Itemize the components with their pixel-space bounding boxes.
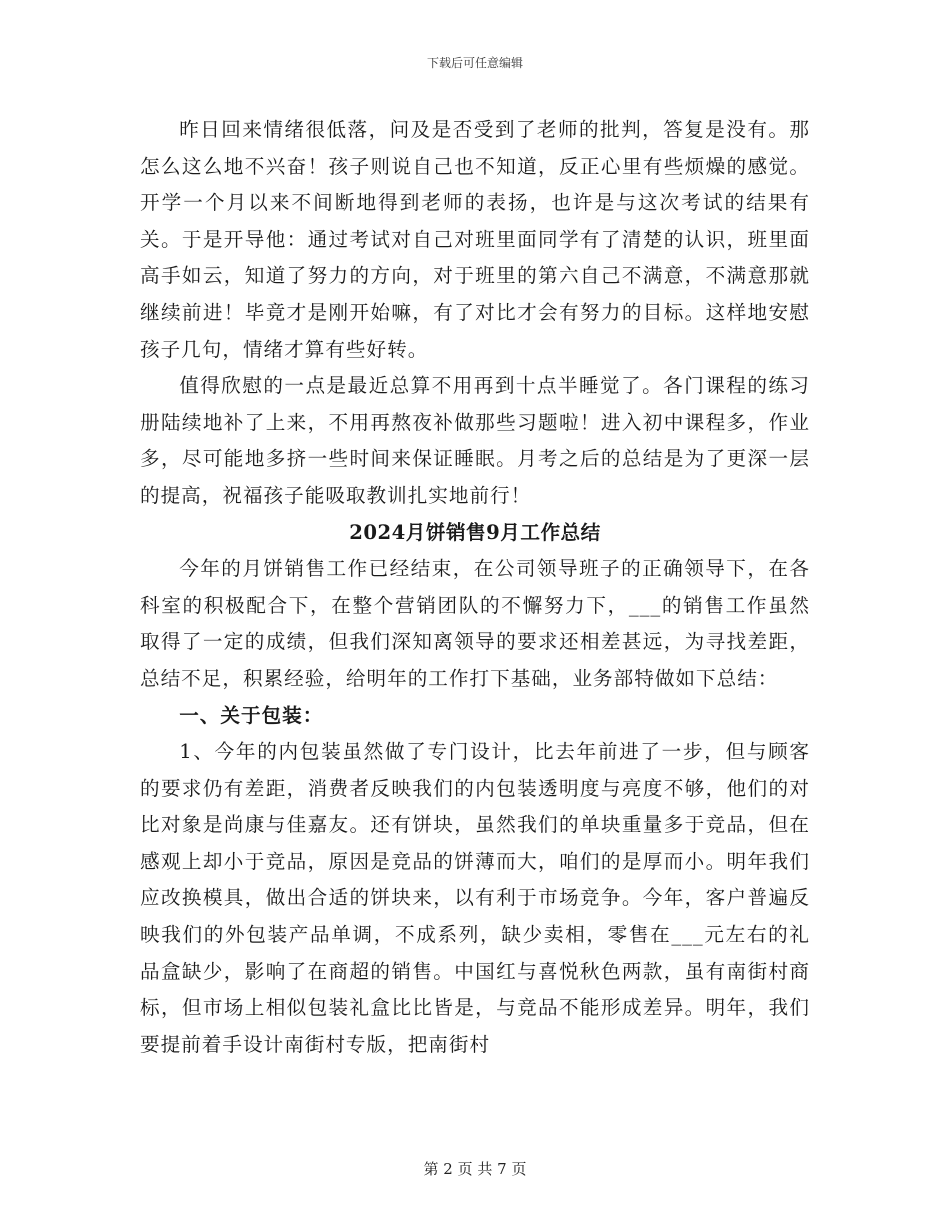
paragraph-4: 1、今年的内包装虽然做了专门设计，比去年前进了一步，但与顾客的要求仍有差距，消费者反映我们的内包装透明度与亮度不够，他们的对比对象是尚康与佳嘉友。还有饼块，虽然我们的单块重量多于竞品，但在感观上却小于竞品，原因是竞品的饼薄而大，咱们的是厚而小。明年我们应改换模具，做出合适的饼块来，以有利于市场竞争。今年，客户普遍反映我们的外包装产品单调，不成系列，缺少卖相，零售在___元左右的礼品盒缺少，影响了在商超的销售。中国红与喜悦秋色两款，虽有南街村商标，但市场上相似包装礼盒比比皆是，与竞品不能形成差异。明年，我们要提前着手设计南街村专版，把南街村: [140, 740, 810, 1056]
paragraph-3: 今年的月饼销售工作已经结束，在公司领导班子的正确领导下，在各科室的积极配合下，在整个营销团队的不懈努力下，___的销售工作虽然取得了一定的成绩，但我们深知离领导的要求还相差甚远，为寻找差距，总结不足，积累经验，给明年的工作打下基础，业务部特做如下总结：: [140, 557, 810, 690]
page-number: 第 2 页 共 7 页: [423, 1160, 527, 1178]
document-body: [140, 112, 810, 1063]
page-header-note: 下载后可任意编辑: [426, 56, 523, 70]
section-title: 2024月饼销售9月工作总结: [349, 520, 601, 544]
paragraph-1: 昨日回来情绪很低落，问及是否受到了老师的批判，答复是没有。那怎么这么地不兴奋！孩子则说自己也不知道，反正心里有些烦燥的感觉。开学一个月以来不间断地得到老师的表扬，也许是与这次考试的结果有关。于是开导他：通过考试对自己对班里面同学有了清楚的认识，班里面高手如云，知道了努力的方向，对于班里的第六自己不满意，不满意那就继续前进！毕竟才是刚开始嘛，有了对比才会有努力的目标。这样地安慰孩子几句，情绪才算有些好转。: [140, 118, 810, 361]
subheading-packaging: 一、关于包装：: [179, 703, 324, 727]
paragraph-2: 值得欣慰的一点是最近总算不用再到十点半睡觉了。各门课程的练习册陆续地补了上来，不用再熬夜补做那些习题啦！进入初中课程多，作业多，尽可能地多挤一些时间来保证睡眠。月考之后的总结是为了更深一层的提高，祝福孩子能吸取教训扎实地前行！: [140, 374, 810, 507]
